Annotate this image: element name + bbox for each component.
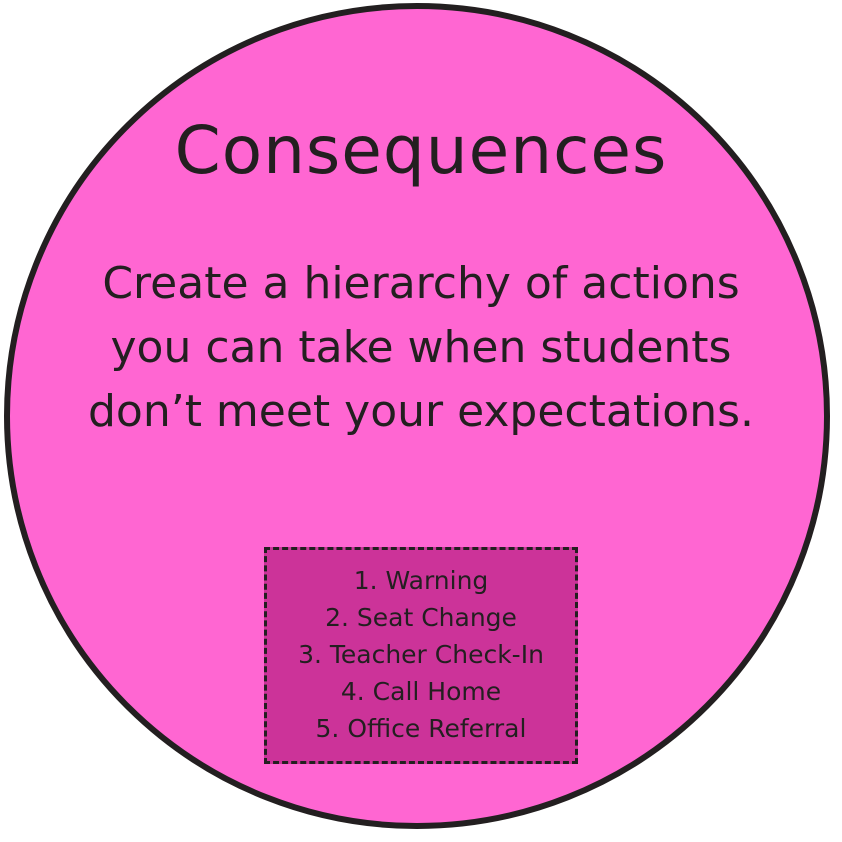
list-item: 1. Warning: [353, 566, 489, 595]
consequence-steps-list: [267, 562, 575, 747]
list-item: 4. Call Home: [340, 677, 502, 706]
list-item: 3. Teacher Check-In: [298, 640, 544, 669]
list-item: 5. Office Referral: [315, 714, 527, 743]
list-item: 2. Seat Change: [325, 603, 517, 632]
description-text: Create a hierarchy of actions you can take when students don’t meet your expectations.: [87, 258, 755, 437]
consequence-steps-box: [264, 547, 578, 764]
page-title: Consequences: [174, 112, 668, 189]
